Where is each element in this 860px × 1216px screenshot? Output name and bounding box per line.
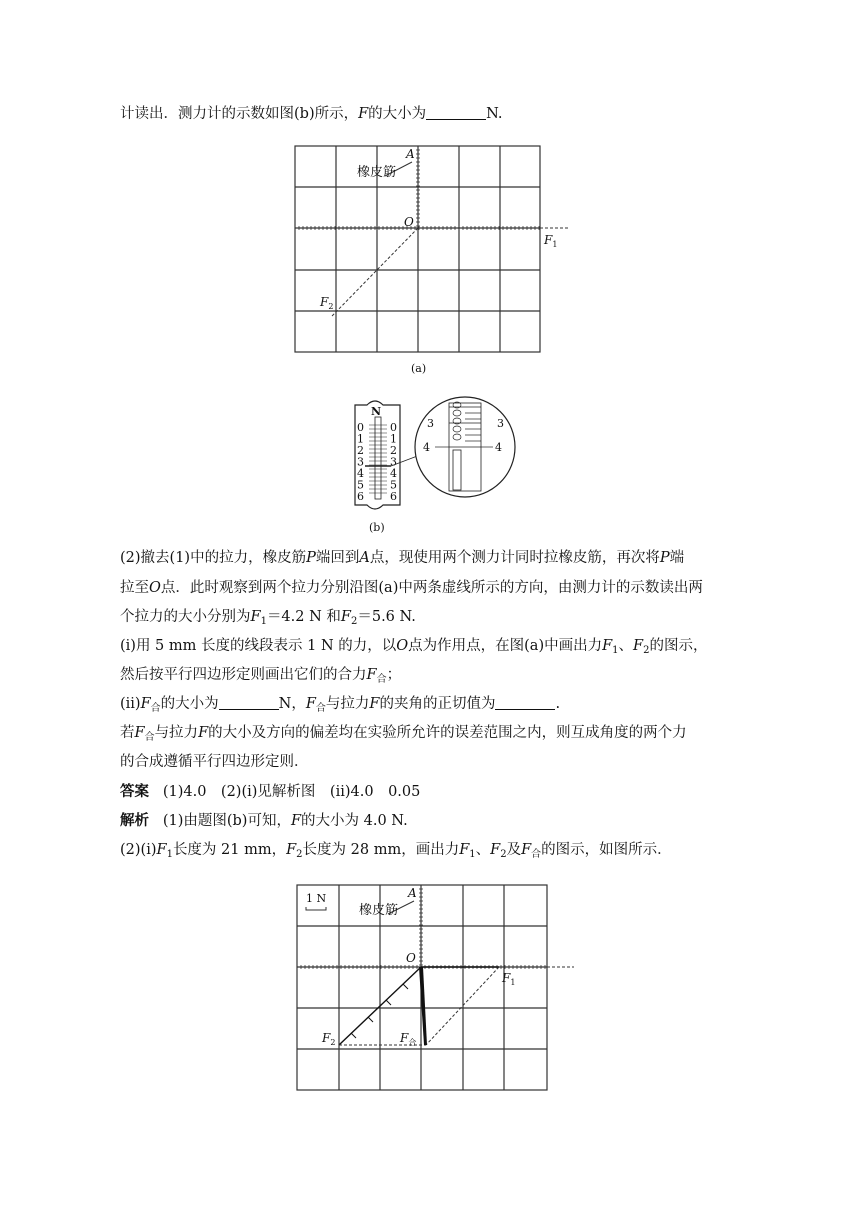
scale-tick-label: 5 <box>357 478 364 492</box>
para-i-line-1: (ⅰ)用 5 mm 长度的线段表示 1 N 的力，以O点为作用点，在图(a)中画出力$F_1$、$F_2$的图示， <box>120 638 708 656</box>
label-f2: $F_2$ <box>320 295 334 311</box>
scale-tick-label: 2 <box>357 444 364 457</box>
figure-solution <box>292 880 582 1095</box>
right-scale-labels <box>390 421 397 503</box>
para-ii-line: $(ⅱ)F_合$的大小为 N，$F_合$与拉力F的夹角的正切值为 . <box>120 696 561 714</box>
conclusion-line-1: 若$F_合$与拉力F的大小及方向的偏差均在实验所允许的误差范围之内，则互成角度的两个力 <box>120 725 687 743</box>
text: N. <box>486 106 503 122</box>
scale-tick-label: 3 <box>357 455 364 469</box>
f2-dashed-line <box>332 228 418 316</box>
label-a: A <box>408 886 417 900</box>
scale-tick-label: 6 <box>390 490 397 503</box>
zoom-label-3-right: 3 <box>497 417 504 430</box>
scale-bar <box>306 907 326 910</box>
zoom-label-4-left: 4 <box>423 441 430 454</box>
scale-tick-label: 5 <box>390 478 397 492</box>
text: 计读出．测力计的示数如图(b)所示， <box>120 106 359 122</box>
unit-n: N <box>371 405 382 418</box>
axis-ticks-a <box>295 146 539 230</box>
text: 的大小为 <box>368 106 427 122</box>
scale-tick-label: 0 <box>390 421 397 434</box>
zoom-label-3-left: 3 <box>427 417 434 430</box>
analysis-line-2: $(2)(ⅰ)F_1$长度为 21 mm，$F_2$长度为 28 mm，画出力$F_1$、$F_2$及$F_合$的图示，如图所示． <box>120 842 672 860</box>
answer-line <box>120 782 420 802</box>
scale-tick-label: 0 <box>357 421 364 434</box>
force-symbol: F <box>358 106 369 122</box>
scale-tick-label: 6 <box>357 490 364 503</box>
para-2-line-1: (2)撤去(1)中的拉力，橡皮筋P端回到A点，现使用两个测力计同时拉橡皮筋，再次将P端 <box>120 550 685 566</box>
analysis-label: 解析 <box>120 813 149 829</box>
analysis-line-1: 解析 (1)由题图(b)可知，F的大小为 4.0 N. <box>120 813 408 829</box>
conclusion-line-2: 的合成遵循平行四边形定则． <box>120 754 309 770</box>
label-f1: $F_1$ <box>544 233 558 249</box>
scale-tick-label: 2 <box>390 444 397 457</box>
resultant-vector <box>419 967 427 1045</box>
scale-tick-label: 3 <box>390 455 397 469</box>
label-f2: $F_2$ <box>322 1031 336 1047</box>
label-o: O <box>404 215 414 229</box>
para-2-line-2: 拉至O点．此时观察到两个拉力分别沿图(a)中两条虚线所示的方向，由测力计的示数读出两 <box>120 580 703 596</box>
question-line-1 <box>120 104 503 124</box>
answer-text: (1)4.0 (2)(ⅰ)见解析图 (ⅱ)4.0 0.05 <box>162 784 421 800</box>
label-f1: $F_1$ <box>502 971 516 987</box>
answer-blank <box>219 695 279 710</box>
figure-b <box>345 395 525 535</box>
zoom-label-4-right: 4 <box>495 441 502 454</box>
label-resultant: $F_合$ <box>400 1031 417 1047</box>
answer-label: 答案 <box>120 784 149 800</box>
label-a: A <box>406 147 415 161</box>
answer-blank <box>495 695 555 710</box>
scale-tick-label: 4 <box>357 467 364 480</box>
label-o: O <box>406 951 416 965</box>
left-scale-labels <box>357 421 364 503</box>
scale-tick-label: 4 <box>390 467 397 480</box>
label-rubber-band: 橡皮筋 <box>359 903 399 918</box>
figure-a <box>290 140 580 380</box>
para-i-line-2: 然后按平行四边形定则画出它们的合力$F_合$； <box>120 667 402 685</box>
label-rubber-band: 橡皮筋 <box>357 165 397 180</box>
grid-a <box>295 146 540 352</box>
caption-a: (a) <box>411 362 427 375</box>
answer-blank <box>426 105 486 120</box>
caption-b: (b) <box>369 521 385 534</box>
scale-tick-label: 1 <box>357 432 364 446</box>
scale-tick-label: 1 <box>390 432 397 446</box>
para-2-line-3: 个拉力的大小分别为$F_1=4.2$ N 和$F_2=5.6$ N. <box>120 609 416 627</box>
scale-label: 1 N <box>306 892 327 905</box>
